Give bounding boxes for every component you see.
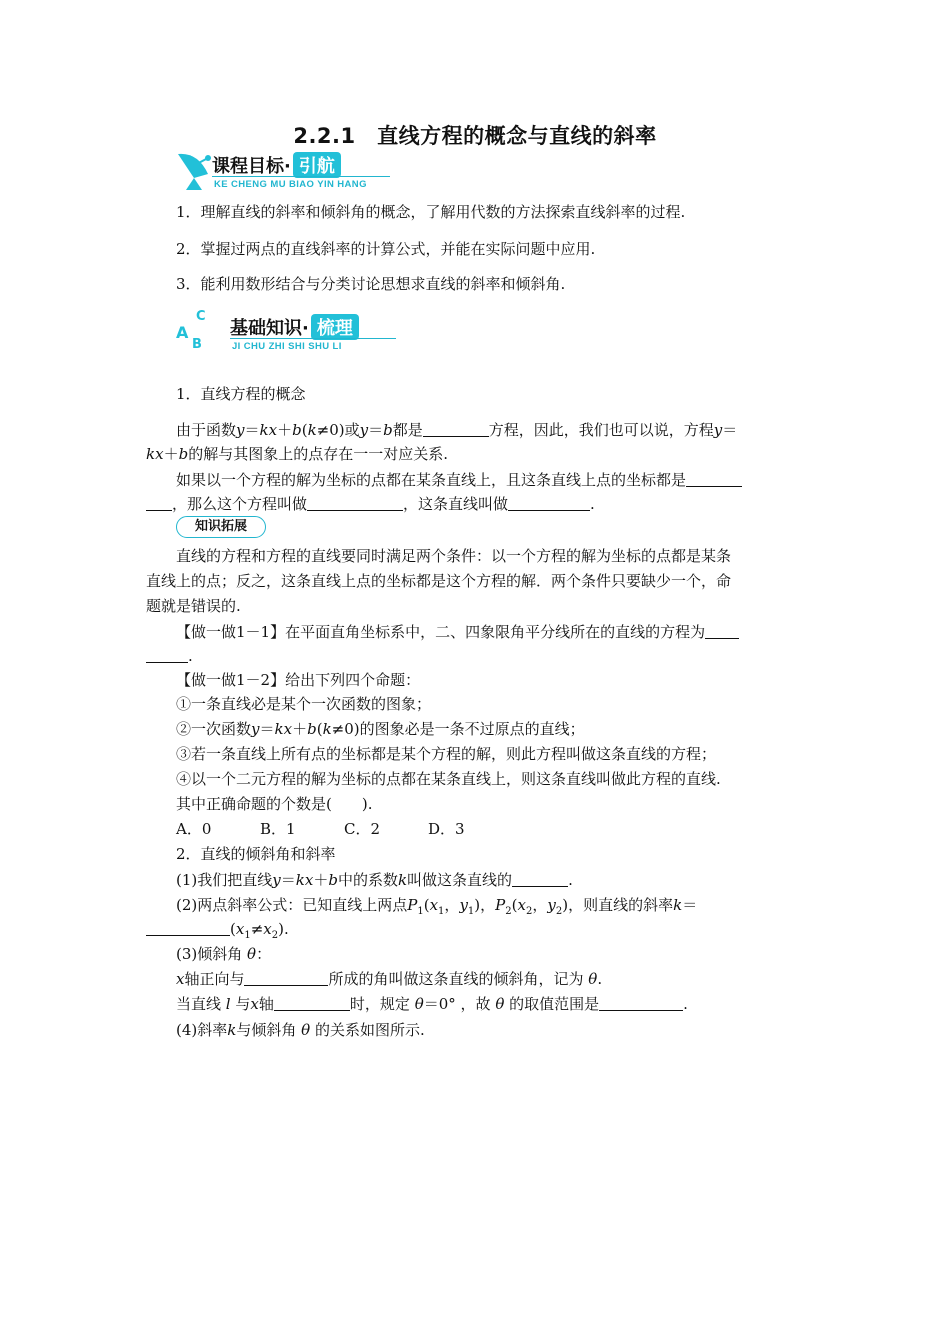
item-3-line-2: x轴正向与 所成的角叫做这条直线的倾斜角，记为 θ. [176,970,603,988]
abc-letters-icon [172,306,222,354]
goal-2: 2．掌握过两点的直线斜率的计算公式，并能在实际问题中应用. [176,240,596,258]
proposition-2: ②一次函数y＝kx＋b(k≠0)的图象必是一条不过原点的直线； [176,720,585,738]
banner-main-text: 课程目标 [212,156,284,177]
item-3-line-3: 当直线 l 与x轴 时，规定 θ＝0° ，故 θ 的取值范围是 . [176,995,688,1013]
svg-text:A: A [176,323,189,342]
banner-subtitle: KE CHENG MU BIAO YIN HANG [214,179,367,190]
banner-main-text: 基础知识 [230,318,302,339]
section-2-heading: 2．直线的倾斜角和斜率 [176,845,336,863]
svg-text:B: B [192,337,202,352]
item-2-cont: $(x_1\ne x_2)$. [146,919,289,946]
exercise-1-1: 【做一做1－1】在平面直角坐标系中，二、四象限角平分线所在的直线的方程为 [176,622,739,642]
extension-line-2: 直线上的点；反之，这条直线上点的坐标都是这个方程的解．两个条件只要缺少一个，命 [146,572,732,590]
paragraph-1-line-2: kx＋b的解与其图象上的点存在一一对应关系. [146,445,448,463]
paragraph-2-line-1: 如果以一个方程的解为坐标的点都在某条直线上，且这条直线上点的坐标都是 [176,470,742,490]
proposition-4: ④以一个二元方程的解为坐标的点都在某条直线上，则这条直线叫做此方程的直线. [176,770,721,788]
extension-line-1: 直线的方程和方程的直线要同时满足两个条件：以一个方程的解为坐标的点都是某条 [176,547,732,565]
basic-knowledge-banner: C A B 基础知识· 梳理 JI CHU ZHI SHI SHU LI [172,306,402,356]
section-1-heading: 1．直线方程的概念 [176,385,306,403]
option-c: C．2 [344,820,381,838]
option-b: B．1 [260,820,296,838]
item-4: (4)斜率k与倾斜角 θ 的关系如图所示. [176,1021,425,1039]
question: 其中正确命题的个数是( ). [176,795,373,813]
banner-pill: 梳理 [311,314,359,340]
item-1: (1)我们把直线y＝kx＋b中的系数k叫做这条直线的 . [176,871,573,889]
goal-1: 1．理解直线的斜率和倾斜角的概念，了解用代数的方法探索直线斜率的过程. [176,203,686,221]
exercise-1-1-cont: . [146,646,193,666]
banner-subtitle: JI CHU ZHI SHI SHU LI [232,341,342,352]
item-3: (3)倾斜角 θ： [176,945,272,963]
page-title: 2.2.1 直线方程的概念与直线的斜率 [293,124,657,148]
extension-line-3: 题就是错误的. [146,597,241,615]
option-d: D．3 [428,820,465,838]
svg-text:C: C [196,309,206,324]
goal-3: 3．能利用数形结合与分类讨论思想求直线的斜率和倾斜角. [176,275,566,293]
proposition-1: ①一条直线必是某个一次函数的图象； [176,695,432,713]
item-2: (2)两点斜率公式：已知直线上两点$P_1(x_1$，$y_1$)，$P_2(x_2$，$y_2$)，则直线的斜率k＝ [176,896,698,917]
banner-pill: 引航 [293,152,341,178]
paragraph-2-line-2: ，那么这个方程叫做 ，这条直线叫做 . [146,494,595,514]
knowledge-extension-tag: 知识拓展 [176,516,266,538]
paragraph-1-line-1: 由于函数y＝kx＋b(k≠0)或y＝b都是 方程，因此，我们也可以说，方程y＝ [176,421,738,439]
exercise-1-2-head: 【做一做1－2】给出下列四个命题： [176,671,421,689]
course-goal-banner: 课程目标· 引航 KE CHENG MU BIAO YIN HANG [172,146,392,196]
proposition-3: ③若一条直线上所有点的坐标都是某个方程的解，则此方程叫做这条直线的方程； [176,745,717,763]
option-a: A．0 [176,820,212,838]
